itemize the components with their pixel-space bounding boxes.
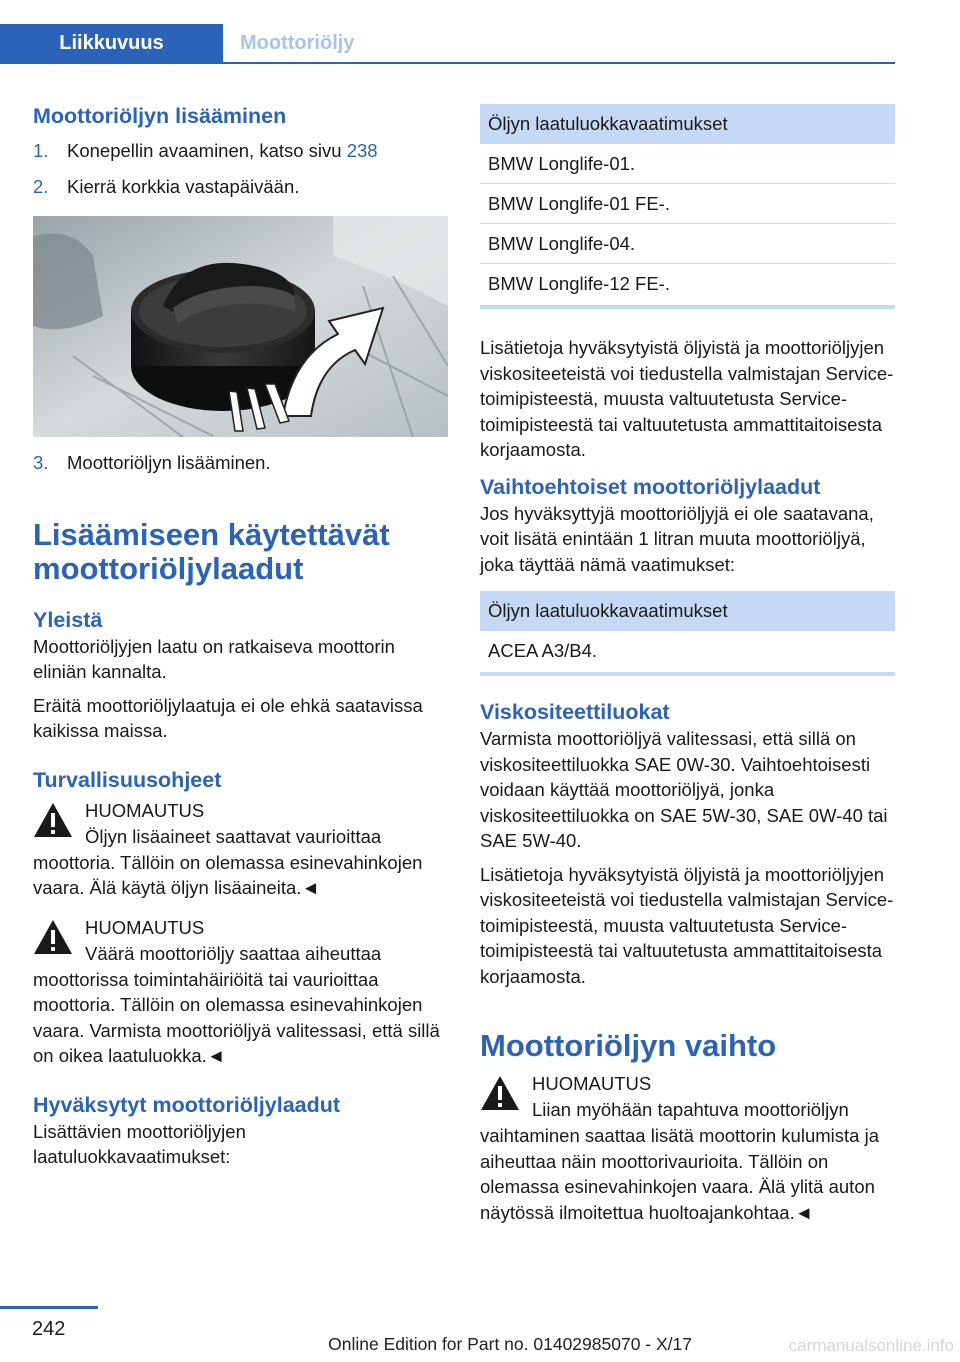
oil-spec-table-alternative <box>480 591 895 670</box>
table-cell: BMW Longlife-12 FE-. <box>488 272 670 294</box>
step-number: 2. <box>33 175 49 197</box>
approved-paragraph: Lisättävien moottoriöljyjen laatuluokkavaatimukset: <box>33 1120 246 1167</box>
warning-title: HUOMAUTUS <box>85 799 205 821</box>
warning-additives <box>33 798 448 901</box>
warning-text: vaihtaminen saattaa lisätä moottorin kulumista ja aiheuttaa näin moottorivaurioita. Tällöin on olemassa esinevahinkojen vaara. Älä ylitä auton näytössä ilmoitettua huoltoajankohtaa.◄ <box>480 1125 879 1223</box>
warning-title: HUOMAUTUS <box>532 1073 652 1094</box>
general-paragraph-2: Eräitä moottoriöljylaatuja ei ole ehkä saatavissa kaikissa maissa. <box>33 694 423 741</box>
table-header: Öljyn laatuluokkavaatimukset <box>480 104 895 144</box>
page-number: 242 <box>32 1318 66 1340</box>
warning-triangle-icon <box>480 1075 520 1111</box>
table-row <box>480 631 895 670</box>
heading-safety: Turvallisuusohjeet <box>33 767 222 792</box>
table-header: Öljyn laatuluokkavaatimukset <box>480 591 895 631</box>
heading-oil-grades: Lisäämiseen käytettävät moottoriöljylaadut <box>33 516 390 586</box>
tab-liikkuvuus[interactable]: Liikkuvuus <box>0 24 223 62</box>
right-column <box>480 104 895 1225</box>
tab-moottorioljy[interactable]: Moottoriöljy <box>240 32 355 54</box>
table-row <box>480 144 895 184</box>
table-row <box>480 264 895 304</box>
heading-viscosity: Viskositeettiluokat <box>480 700 670 724</box>
warning-wrong-oil <box>33 915 448 1069</box>
step-1 <box>33 138 448 164</box>
step-text: Kierrä korkkia vastapäivään. <box>67 175 300 197</box>
page-link-238[interactable]: 238 <box>346 140 378 161</box>
warning-title: HUOMAUTUS <box>85 916 205 938</box>
step-2 <box>33 174 448 200</box>
step-text: Konepellin avaaminen, katso sivu <box>67 140 347 161</box>
viscosity-paragraph: Varmista moottoriöljyä valitessasi, että sillä on viskositeettiluokka SAE 0W-30. Vaihtoehtoisesti voidaan käyttää moottoriöljyä, jonka viskositeettiluokka on SAE 5W-30, SAE 0W-40 tai SAE 5W-40. <box>480 728 888 851</box>
header-tabs <box>0 24 895 64</box>
table-cell: BMW Longlife-01. <box>480 144 895 184</box>
heading-adding-oil: Moottoriöljyn lisääminen <box>33 104 287 128</box>
warning-late-change <box>480 1071 895 1225</box>
oil-cap-image <box>33 216 448 437</box>
step-3 <box>33 450 448 476</box>
edition-footer: Online Edition for Part no. 01402985070 - X/17 <box>328 1334 692 1354</box>
warning-text: moottoria. Tällöin on olemassa esinevahinkojen vaara. Älä käytä öljyn lisäaineita.◄ <box>33 851 423 898</box>
step-number: 1. <box>33 140 49 161</box>
table-end-rule <box>480 305 895 309</box>
warning-triangle-icon <box>33 802 73 838</box>
step-number: 3. <box>33 452 49 473</box>
info-paragraph-2: Lisätietoja hyväksytyistä öljyistä ja moottoriöljyjen viskositeeteistä voi tiedustella valmistajan Service-toimipisteestä, muusta valtuutetusta Service-toimipisteestä tai valtuutetusta ammattitaitoisesta korjaamosta. <box>480 863 894 987</box>
warning-text: moottorissa toimintahäiriöitä tai vaurioittaa moottoria. Tällöin on olemassa esinevahinkojen vaara. Varmista moottoriöljyä valitessasi, että sillä on oikea laatuluokka.◄ <box>33 968 440 1066</box>
oil-spec-table-approved <box>480 104 895 303</box>
watermark: carmanualsonline.info <box>788 1336 954 1355</box>
warning-triangle-icon <box>33 919 73 955</box>
heading-approved-grades: Hyväksytyt moottoriöljylaadut <box>33 1092 341 1117</box>
warning-first-line: Öljyn lisäaineet saattavat vaurioittaa <box>85 825 382 847</box>
warning-first-line: Liian myöhään tapahtuva moottoriöljyn <box>532 1099 849 1120</box>
alternative-paragraph: Jos hyväksyttyjä moottoriöljyjä ei ole saatavana, voit lisätä enintään 1 litran muuta moottoriöljyä, joka täyttää nämä vaatimukset: <box>480 502 874 575</box>
warning-first-line: Väärä moottoriöljy saattaa aiheuttaa <box>85 942 382 964</box>
heading-oil-change: Moottoriöljyn vaihto <box>480 1028 777 1063</box>
table-row <box>480 224 895 264</box>
table-row <box>480 184 895 224</box>
table-end-rule <box>480 672 895 676</box>
info-paragraph-1: Lisätietoja hyväksytyistä öljyistä ja moottoriöljyjen viskositeeteistä voi tiedustella valmistajan Service-toimipisteestä, muusta valtuutetusta Service-toimipisteestä tai valtuutetusta ammattitaitoisesta korjaamosta. <box>480 337 894 460</box>
table-cell: BMW Longlife-01 FE-. <box>480 184 895 224</box>
table-cell: ACEA A3/B4. <box>488 639 598 661</box>
step-text: Moottoriöljyn lisääminen. <box>67 452 271 473</box>
table-cell: BMW Longlife-04. <box>480 224 895 264</box>
left-column <box>33 98 448 1170</box>
page-number-rule <box>0 1306 98 1309</box>
heading-alternative-grades: Vaihtoehtoiset moottoriöljylaadut <box>480 474 821 499</box>
general-paragraph-1: Moottoriöljyjen laatu on ratkaiseva moottorin eliniän kannalta. <box>33 635 395 682</box>
heading-general: Yleistä <box>33 607 103 632</box>
